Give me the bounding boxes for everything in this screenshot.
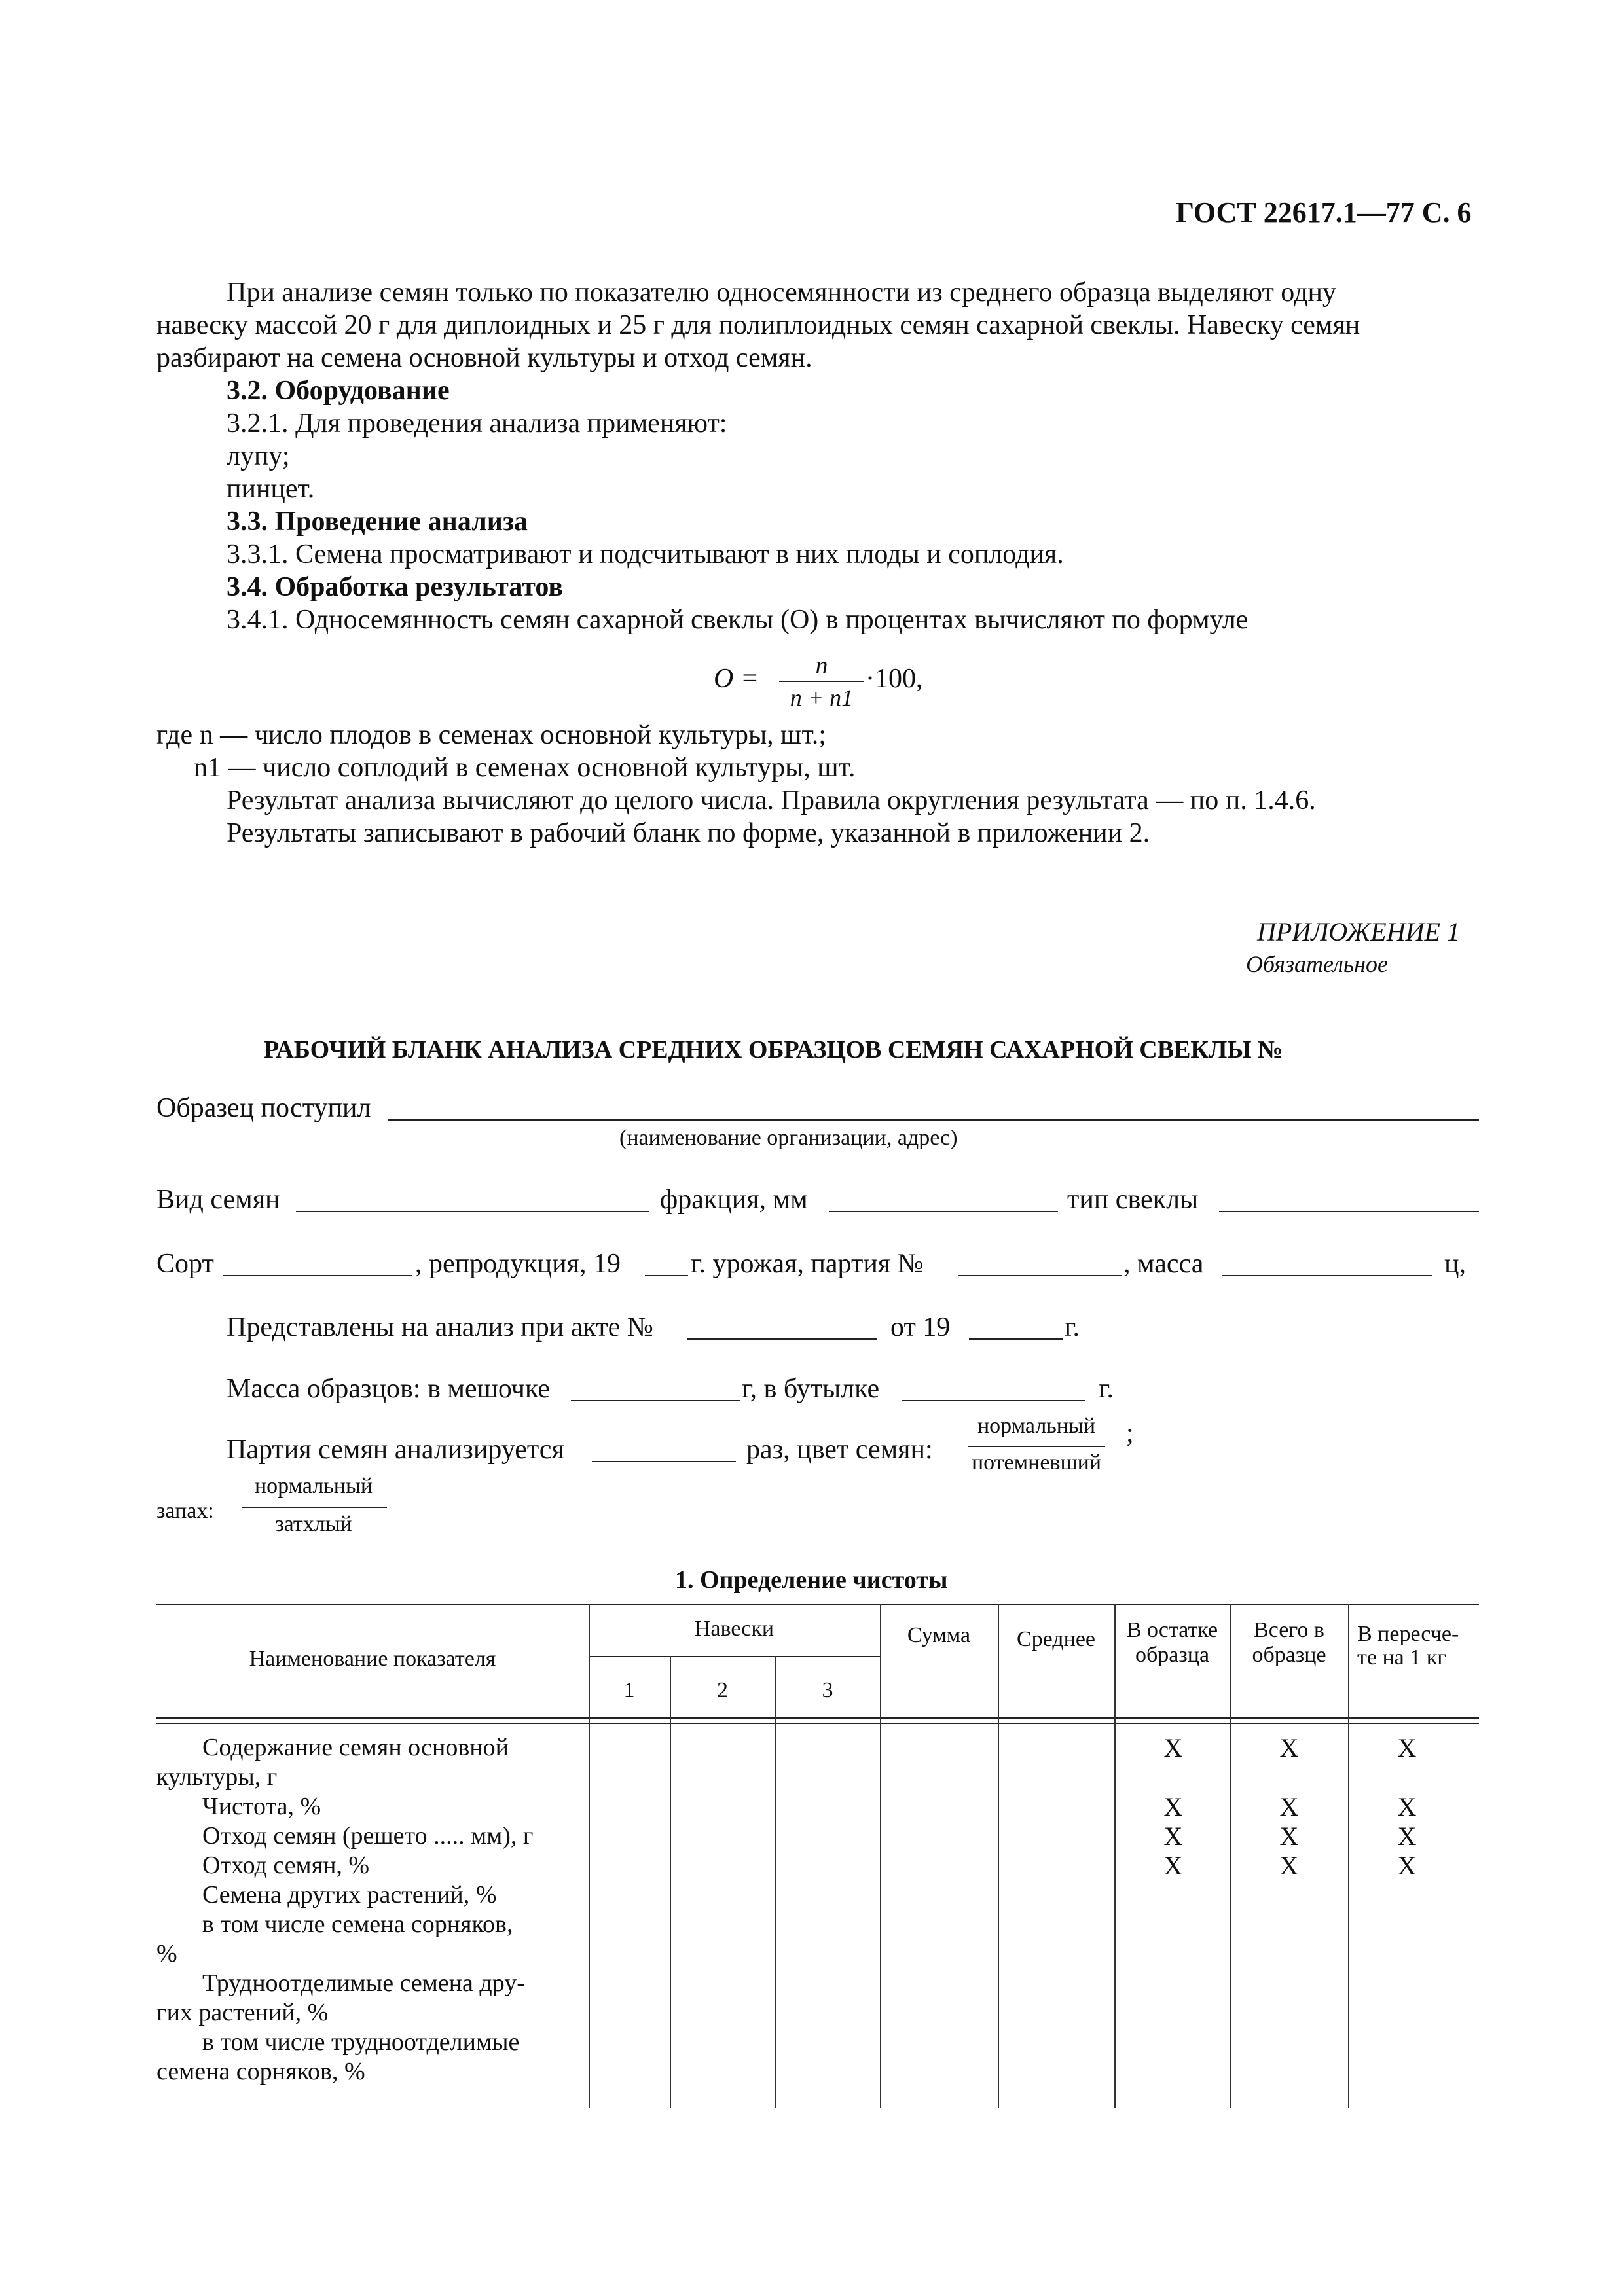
- header-remainder-line-2: образца: [1135, 1643, 1210, 1667]
- row-other-plants: Семена других растений, %: [202, 1881, 497, 1909]
- x-mark: X: [1279, 1733, 1299, 1763]
- mass-label: , масса: [1123, 1249, 1204, 1279]
- smell-normal: нормальный: [254, 1474, 373, 1498]
- row-hard-separable: Трудноотделимые семена дру-: [202, 1969, 525, 1997]
- document-reference: ГОСТ 22617.1—77 С. 6: [1176, 196, 1472, 228]
- col-divider: [880, 1604, 881, 2108]
- formula-factor: ·100,: [866, 664, 923, 694]
- formula-lhs: О =: [714, 664, 759, 694]
- submitted-label: Представлены на анализ при акте №: [227, 1312, 653, 1342]
- act-year-suffix: г.: [1065, 1312, 1080, 1342]
- header-weighing-3: 3: [822, 1678, 833, 1702]
- header-average: Среднее: [1017, 1627, 1095, 1651]
- section-heading-equipment: 3.2. Оборудование: [227, 376, 450, 406]
- received-field[interactable]: [388, 1119, 1479, 1121]
- row-weed-seeds: в том числе семена сорняков,: [202, 1910, 513, 1938]
- x-mark: X: [1163, 1792, 1183, 1821]
- header-remainder-line-1: В остатке: [1126, 1618, 1218, 1642]
- row-hard-separable-cont: гих растений, %: [156, 1999, 329, 2026]
- intro-line-1: При анализе семян только по показателю односемянности из среднего образца выделяют одну: [227, 278, 1336, 308]
- header-weighings: Навески: [694, 1617, 775, 1641]
- x-mark: X: [1397, 1733, 1417, 1763]
- col-divider: [775, 1656, 776, 2108]
- weighings-subheader-line: [589, 1656, 880, 1657]
- color-normal: нормальный: [977, 1414, 1096, 1438]
- header-weighing-2: 2: [717, 1678, 728, 1702]
- row-main-seeds-cont: культуры, г: [156, 1763, 278, 1791]
- equipment-intro: 3.2.1. Для проведения анализа применяют:: [227, 408, 727, 439]
- act-number-field[interactable]: [687, 1338, 877, 1340]
- col-divider: [998, 1604, 999, 2108]
- appendix-label: ПРИЛОЖЕНИЕ 1: [1257, 917, 1460, 946]
- section-heading-analysis: 3.3. Проведение анализа: [227, 507, 528, 537]
- times-label: раз, цвет семян:: [746, 1435, 933, 1465]
- row-waste-grams: Отход семян (решето ..... мм), г: [202, 1822, 534, 1850]
- bag-mass-field[interactable]: [571, 1400, 740, 1401]
- section-heading-results: 3.4. Обработка результатов: [227, 572, 564, 602]
- x-mark: X: [1163, 1733, 1183, 1763]
- header-per-kg-line-1: В пересче-: [1357, 1622, 1459, 1646]
- table-title: 1. Определение чистоты: [675, 1566, 948, 1594]
- where-line-1: где n — число плодов в семенах основной культуры, шт.;: [156, 720, 826, 750]
- header-total-line-1: Всего в: [1254, 1618, 1324, 1642]
- header-per-kg-line-2: те на 1 кг: [1357, 1645, 1447, 1670]
- analysis-text: 3.3.1. Семена просматривают и подсчитывают в них плоды и соплодия.: [227, 539, 1064, 569]
- header-indicator: Наименование показателя: [249, 1647, 496, 1671]
- header-sum: Сумма: [907, 1623, 971, 1647]
- equipment-item-tweezers: пинцет.: [227, 474, 315, 504]
- mass-field[interactable]: [1222, 1275, 1432, 1276]
- sample-mass-label: Масса образцов: в мешочке: [227, 1374, 550, 1404]
- bottle-unit: г.: [1099, 1374, 1114, 1404]
- seed-type-field[interactable]: [296, 1211, 649, 1212]
- appendix-note: Обязательное: [1246, 951, 1388, 977]
- results-text: 3.4.1. Односемянность семян сахарной свеклы (О) в процентах вычисляют по формуле: [227, 605, 1249, 635]
- smell-musty: затхлый: [275, 1512, 352, 1536]
- received-label: Образец поступил: [156, 1093, 371, 1123]
- header-bottom-line-2: [156, 1723, 1479, 1724]
- lot-label: Партия семян анализируется: [227, 1435, 564, 1465]
- equipment-item-magnifier: лупу;: [227, 441, 290, 471]
- variety-field[interactable]: [223, 1275, 412, 1276]
- intro-line-3: разбирают на семена основной культуры и отход семян.: [156, 343, 812, 373]
- bag-unit: г, в бутылке: [742, 1374, 880, 1404]
- bottle-mass-field[interactable]: [902, 1400, 1085, 1401]
- beet-type-field[interactable]: [1219, 1211, 1479, 1212]
- row-purity: Чистота, %: [202, 1793, 321, 1820]
- color-fraction-bar: [968, 1446, 1105, 1447]
- row-waste-percent: Отход семян, %: [202, 1852, 370, 1879]
- smell-label: запах:: [156, 1499, 214, 1523]
- x-mark: X: [1397, 1821, 1417, 1851]
- x-mark: X: [1163, 1851, 1183, 1880]
- variety-label: Сорт: [156, 1249, 214, 1279]
- mass-unit: ц,: [1444, 1249, 1466, 1279]
- times-field[interactable]: [592, 1461, 736, 1462]
- fraction-label: фракция, мм: [660, 1185, 808, 1215]
- x-mark: X: [1279, 1851, 1299, 1880]
- smell-fraction-bar: [242, 1507, 387, 1508]
- row-main-seeds: Содержание семян основной: [202, 1734, 509, 1761]
- reproduction-label: , репродукция, 19: [415, 1249, 621, 1279]
- row-hard-separable-weeds: в том числе трудноотделимые: [202, 2028, 520, 2056]
- where-line-2: n1 — число соплодий в семенах основной культуры, шт.: [194, 753, 856, 783]
- lot-number-field[interactable]: [958, 1275, 1122, 1276]
- purity-table: [156, 1604, 1479, 2108]
- x-mark: X: [1163, 1821, 1183, 1851]
- beet-type-label: тип свеклы: [1067, 1185, 1199, 1215]
- harvest-year-field[interactable]: [645, 1275, 688, 1276]
- form-title: РАБОЧИЙ БЛАНК АНАЛИЗА СРЕДНИХ ОБРАЗЦОВ СЕМЯН САХАРНОЙ СВЕКЛЫ №: [264, 1036, 1283, 1064]
- formula-denominator: n + n1: [790, 685, 854, 711]
- harvest-label: г. урожая, партия №: [691, 1249, 924, 1279]
- header-bottom-line-1: [156, 1717, 1479, 1719]
- header-total-line-2: образце: [1252, 1643, 1326, 1667]
- received-hint: (наименование организации, адрес): [619, 1126, 958, 1150]
- seed-type-label: Вид семян: [156, 1185, 280, 1215]
- formula-fraction-bar: [779, 681, 864, 682]
- color-darkened: потемневший: [971, 1450, 1102, 1475]
- row-hard-separable-weeds-cont: семена сорняков, %: [156, 2058, 365, 2085]
- intro-line-2: навеску массой 20 г для диплоидных и 25 г для полиплоидных семян сахарной свеклы. Навеску семян: [156, 310, 1360, 340]
- color-separator: ;: [1126, 1418, 1134, 1448]
- table-top-border: [156, 1604, 1479, 1605]
- header-weighing-1: 1: [623, 1678, 635, 1702]
- row-weed-seeds-cont: %: [156, 1940, 177, 1967]
- formula-numerator: n: [815, 652, 828, 679]
- x-mark: X: [1397, 1851, 1417, 1880]
- x-mark: X: [1279, 1792, 1299, 1821]
- col-divider: [670, 1656, 671, 2108]
- submitted-from: от 19: [890, 1312, 951, 1342]
- where-line-4: Результаты записывают в рабочий бланк по форме, указанной в приложении 2.: [227, 818, 1150, 848]
- act-year-field[interactable]: [969, 1338, 1063, 1340]
- fraction-field[interactable]: [829, 1211, 1058, 1212]
- x-mark: X: [1279, 1821, 1299, 1851]
- x-mark: X: [1397, 1792, 1417, 1821]
- where-line-3: Результат анализа вычисляют до целого числа. Правила округления результата — по п. 1.4.6.: [227, 785, 1316, 816]
